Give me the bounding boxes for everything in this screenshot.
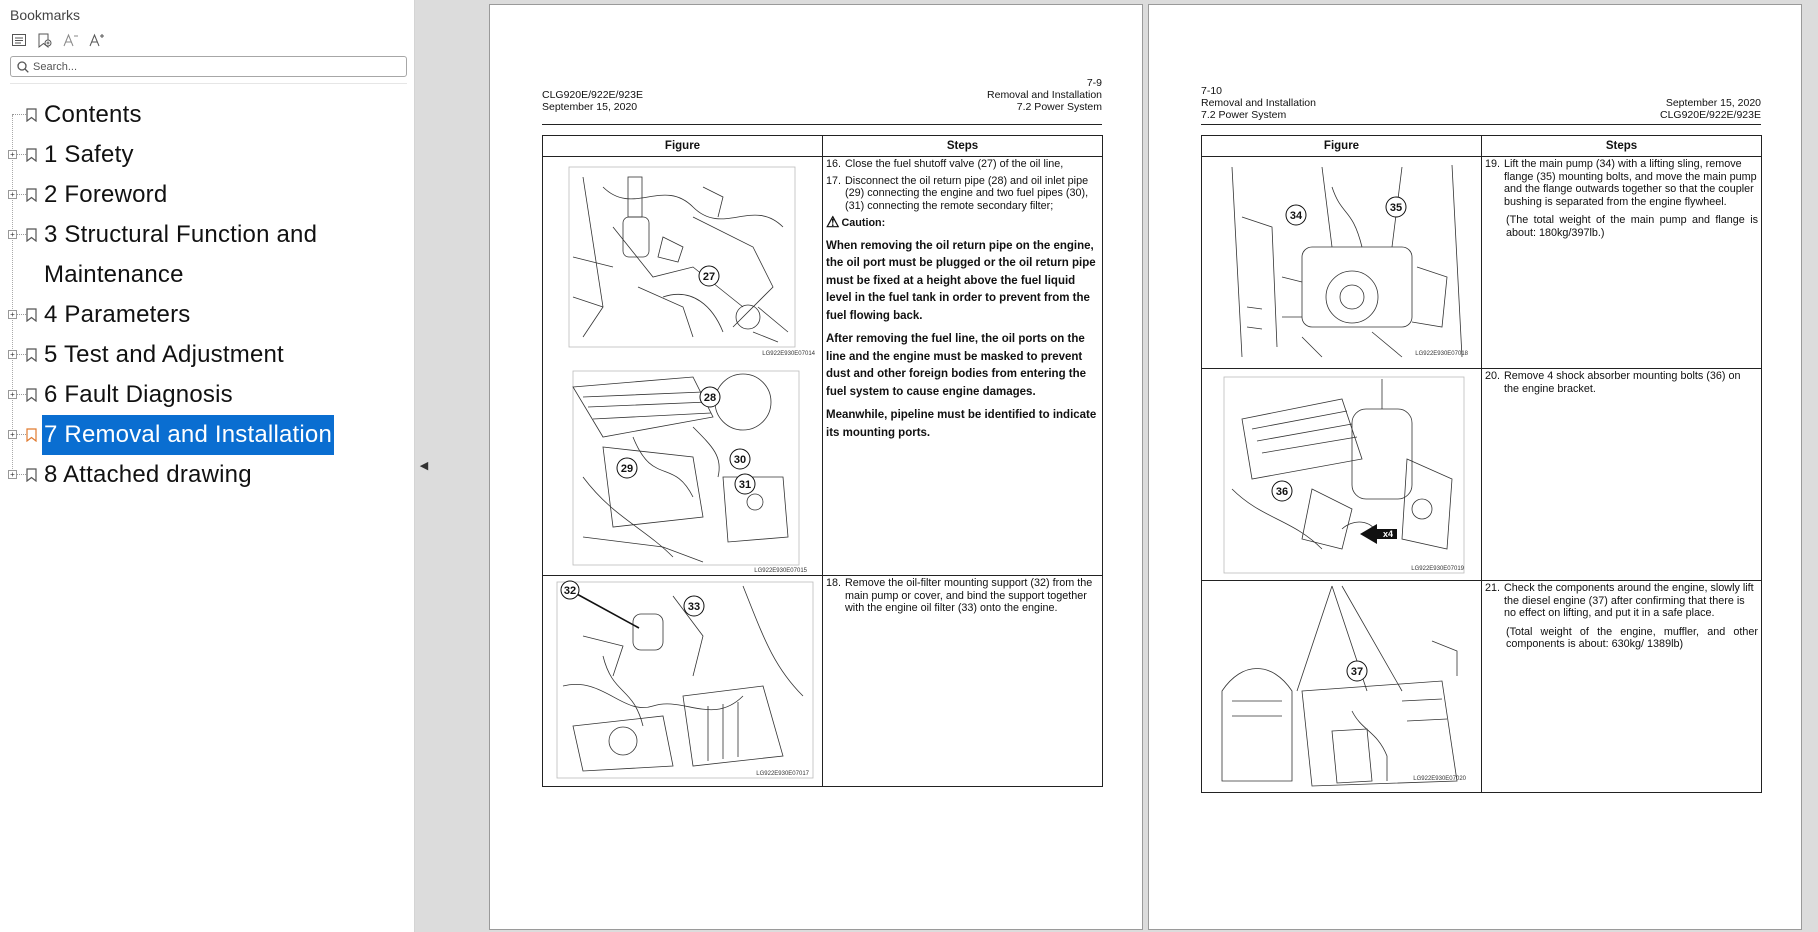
bookmark-label: 6 Fault Diagnosis (44, 381, 233, 408)
bookmark-item-test-adjustment[interactable] (0, 335, 415, 375)
bookmark-icon (26, 428, 37, 442)
step-20: 20. Remove 4 shock absorber mounting bolts (36) on the engine bracket. (1485, 370, 1741, 395)
bookmark-label: 8 Attached drawing (44, 461, 252, 488)
search-input[interactable] (33, 61, 393, 73)
caution-paragraph-2: After removing the fuel line, the oil ports on the line and the engine must be masked to prevent dust and other foreign bodies from entering the fuel system to cause engine damages. (826, 333, 1087, 398)
bookmark-item-removal-installation[interactable] (0, 415, 415, 455)
callout-34: 34 (1289, 210, 1303, 222)
caution-paragraph-3: Meanwhile, pipeline must be identified to indicate its mounting ports. (826, 409, 1097, 439)
bookmark-toolbar (10, 31, 106, 49)
divider (10, 83, 407, 84)
document-page-7-9 (489, 4, 1143, 930)
expand-icon[interactable]: + (8, 150, 17, 159)
step-18: 18. Remove the oil-filter mounting support (32) from the main pump or cover, and bind the support together with the engine oil filter (33) onto the engine. (826, 577, 1093, 614)
page-number: 7-10 (1201, 85, 1223, 97)
page-number: 7-9 (1086, 77, 1102, 89)
step-21: 21. Check the components around the engine, slowly lift the diesel engine (37) after confirming that there is no effect on lifting, and put it in a safe place. (1485, 582, 1754, 619)
bookmark-icon (26, 148, 37, 162)
diesel-engine-lift-figure (1202, 581, 1481, 792)
font-decrease-icon[interactable] (62, 31, 80, 49)
tree-connector (17, 194, 26, 195)
figure-code: LG922E930E07014 (762, 351, 815, 357)
header-rule (1201, 124, 1761, 125)
callout-27: 27 (702, 271, 716, 283)
bookmark-icon (26, 108, 37, 122)
bookmarks-panel (0, 0, 415, 932)
engine-bracket-figure (1202, 369, 1481, 580)
col-figure-header: Figure (543, 136, 823, 157)
figure-cell (1202, 369, 1482, 581)
model-text: CLG920E/922E/923E (1660, 109, 1761, 121)
callout-28: 28 (703, 392, 717, 404)
callout-37: 37 (1350, 666, 1364, 678)
tree-connector (17, 314, 26, 315)
figure-cell (543, 576, 823, 787)
tree-connector (17, 434, 26, 435)
section-text: Removal and Installation (987, 89, 1102, 101)
figure-cell (543, 157, 823, 576)
caution-heading: ⚠ Caution: (826, 214, 886, 231)
bookmark-item-parameters[interactable] (0, 295, 415, 335)
bookmark-label: Contents (44, 101, 142, 128)
steps-cell (823, 157, 1103, 576)
subsection-text: 7.2 Power System (1201, 109, 1287, 121)
document-page-7-10 (1148, 4, 1802, 930)
caution-paragraph-1: When removing the oil return pipe on the engine, the oil port must be plugged or the oil return pipe must be fixed at a height above the fuel liquid level in the fuel tank in order to prevent from the fuel flowing back. (826, 239, 1096, 322)
warning-icon: ⚠ (826, 214, 840, 231)
callout-36: 36 (1275, 486, 1289, 498)
col-steps-header: Steps (1482, 136, 1762, 157)
bookmark-item-attached-drawing[interactable] (0, 455, 415, 495)
steps-cell (1482, 369, 1762, 581)
engine-fuel-line-figure (543, 157, 822, 575)
tree-connector (17, 394, 26, 395)
callout-30: 30 (733, 454, 747, 466)
bookmark-icon (26, 188, 37, 202)
panel-title: Bookmarks (10, 7, 81, 23)
bookmark-label: 7 Removal and Installation (42, 415, 334, 455)
bookmark-label: 1 Safety (44, 141, 134, 168)
figure-cell (1202, 157, 1482, 369)
callout-29: 29 (620, 463, 634, 475)
bookmark-icon (26, 308, 37, 322)
search-icon (17, 61, 29, 73)
callout-33: 33 (687, 601, 701, 613)
collapse-panel-icon[interactable]: ◀ (419, 459, 429, 472)
tree-connector (17, 154, 26, 155)
bookmark-item-contents[interactable] (0, 95, 415, 135)
bookmark-icon (26, 228, 37, 242)
callout-31: 31 (738, 479, 752, 491)
callout-x4: x4 (1382, 529, 1394, 539)
bookmark-item-fault-diagnosis[interactable] (0, 375, 415, 415)
step-19: 19. Lift the main pump (34) with a lifting sling, remove flange (35) mounting bolts, and move the main pump and the flange outwards together so that the coupler bushing is separated from the engine flywheel. (1485, 158, 1757, 208)
bookmark-tree (0, 95, 415, 495)
date-text: September 15, 2020 (1665, 97, 1761, 109)
bookmark-label: 3 Structural Function and Maintenance (44, 221, 318, 288)
expand-icon[interactable]: + (8, 230, 17, 239)
tree-connector (17, 354, 26, 355)
expand-icon[interactable]: + (8, 390, 17, 399)
bookmark-icon (26, 468, 37, 482)
procedure-table (542, 135, 1103, 787)
expand-icon[interactable]: + (8, 470, 17, 479)
steps-cell (1482, 157, 1762, 369)
figure-cell (1202, 581, 1482, 793)
expand-icon[interactable]: + (8, 350, 17, 359)
bookmark-item-safety[interactable] (0, 135, 415, 175)
bookmark-icon (26, 348, 37, 362)
tree-connector (17, 234, 26, 235)
model-text: CLG920E/922E/923E (542, 89, 643, 101)
steps-cell (1482, 581, 1762, 793)
callout-35: 35 (1389, 202, 1403, 214)
tree-connector (17, 474, 26, 475)
expand-icon[interactable]: + (8, 430, 17, 439)
bookmark-icon (26, 388, 37, 402)
search-box[interactable] (10, 56, 407, 77)
bookmark-label: 5 Test and Adjustment (44, 341, 284, 368)
section-text: Removal and Installation (1201, 97, 1316, 109)
steps-cell (823, 576, 1103, 787)
main-pump-figure (1202, 157, 1481, 368)
tree-connector (12, 114, 26, 115)
step-16: 16. Close the fuel shutoff valve (27) of the oil line, (826, 158, 1064, 170)
oil-filter-figure (543, 576, 822, 786)
callout-32: 32 (563, 585, 577, 597)
figure-code: LG922E930E07020 (1413, 776, 1466, 782)
subsection-text: 7.2 Power System (1016, 101, 1102, 113)
expand-icon[interactable]: + (8, 190, 17, 199)
step-21-note: (Total weight of the engine, muffler, and other components is about: 630kg/ 1389lb) (1506, 625, 1758, 650)
step-17: 17. Disconnect the oil return pipe (28) and oil inlet pipe (29) connecting the engine and two fuel pipes (30), (31) connecting the remote secondary filter; (826, 174, 1089, 212)
header-rule (542, 124, 1102, 125)
date-text: September 15, 2020 (542, 101, 638, 113)
col-steps-header: Steps (823, 136, 1103, 157)
step-19-note: (The total weight of the main pump and flange is about: 180kg/397lb.) (1506, 214, 1758, 239)
outline-icon[interactable] (10, 31, 28, 49)
figure-code: LG922E930E07017 (756, 771, 809, 777)
figure-code: LG922E930E07018 (1415, 351, 1468, 357)
expand-icon[interactable]: + (8, 310, 17, 319)
col-figure-header: Figure (1202, 136, 1482, 157)
figure-code: LG922E930E07015 (754, 568, 807, 574)
bookmark-label: 4 Parameters (44, 301, 191, 328)
figure-code: LG922E930E07019 (1411, 566, 1464, 572)
font-increase-icon[interactable] (88, 31, 106, 49)
bookmark-label: 2 Foreword (44, 181, 168, 208)
bookmark-item-foreword[interactable] (0, 175, 415, 215)
bookmark-item-structural-function[interactable] (0, 215, 415, 295)
bookmark-add-icon[interactable] (36, 31, 54, 49)
procedure-table (1201, 135, 1762, 793)
